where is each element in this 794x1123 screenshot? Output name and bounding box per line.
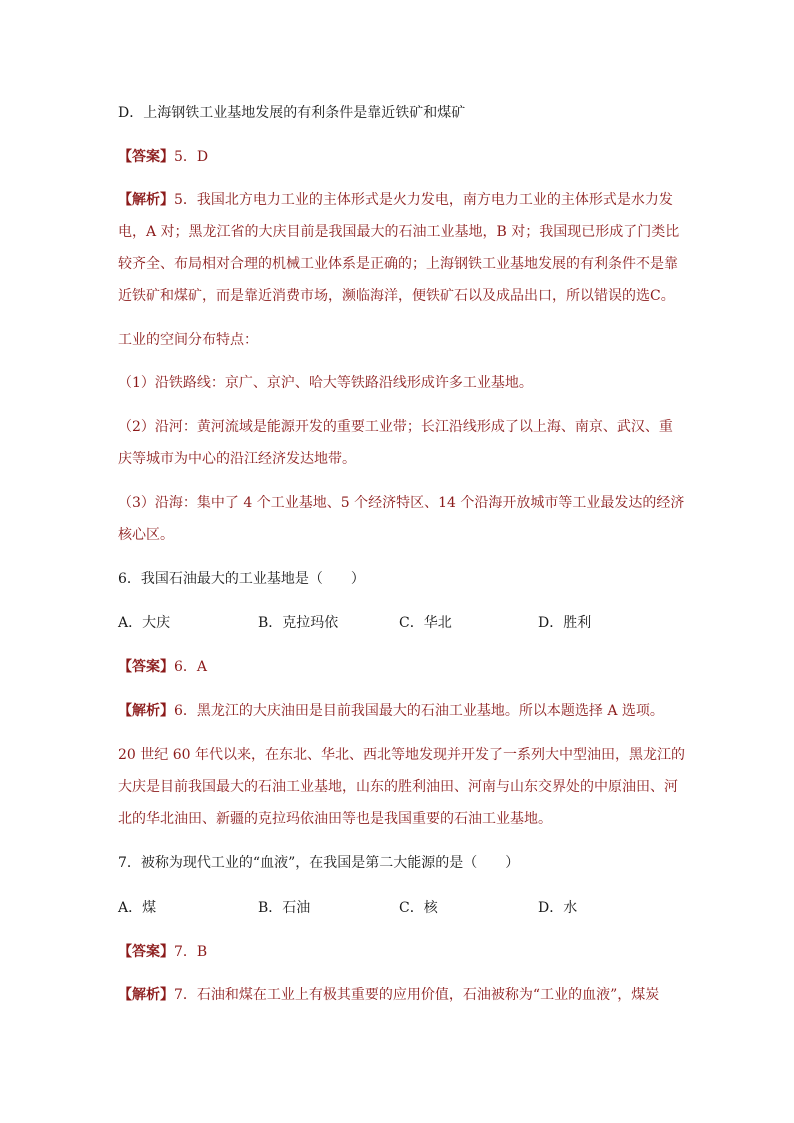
answer-tag: 【答案】 xyxy=(118,149,174,165)
distribution-point-2-line-2: 庆等城市为中心的沿江经济发达地带。 xyxy=(118,451,356,467)
q6-option-c: C．华北 xyxy=(399,615,452,631)
answer-tag: 【答案】 xyxy=(118,944,174,960)
q6-extra-line-3: 北的华北油田、新疆的克拉玛依油田等也是我国重要的石油工业基地。 xyxy=(118,811,552,827)
q5-analysis-line-1: 【解析】5．我国北方电力工业的主体形式是火力发电，南方电力工业的主体形式是水力发 xyxy=(118,192,673,208)
q7-option-d: D．水 xyxy=(538,900,578,916)
q6-stem: 6．我国石油最大的工业基地是（ ） xyxy=(118,571,365,587)
q7-option-c: C．核 xyxy=(399,900,438,916)
q6-extra-line-2: 大庆是目前我国最大的石油工业基地，山东的胜利油田、河南与山东交界处的中原油田、河 xyxy=(118,779,678,795)
q6-answer xyxy=(118,657,678,678)
analysis-tag: 【解析】 xyxy=(118,192,174,208)
analysis-tag: 【解析】 xyxy=(118,703,174,719)
distribution-point-2-line-1: （2）沿河：黄河流域是能源开发的重要工业带；长江沿线形成了以上海、南京、武汉、重 xyxy=(118,419,673,435)
q7-answer xyxy=(118,942,678,963)
q6-option-d: D．胜利 xyxy=(538,615,592,631)
q7-analysis: 【解析】7．石油和煤在工业上有极其重要的应用价值，石油被称为“工业的血液”，煤炭 xyxy=(118,987,660,1003)
q6-analysis: 【解析】6．黑龙江的大庆油田是目前我国最大的石油工业基地。所以本题选择 A 选项。 xyxy=(118,703,664,719)
q5-option-d: D．上海钢铁工业基地发展的有利条件是靠近铁矿和煤矿 xyxy=(118,105,466,121)
q7-option-b: B．石油 xyxy=(258,900,311,916)
answer-value: 5．D xyxy=(174,149,209,165)
answer-value: 7．B xyxy=(174,944,208,960)
answer-tag: 【答案】 xyxy=(118,659,174,675)
answer-value: 6．A xyxy=(174,659,208,675)
q6-option-a: A．大庆 xyxy=(118,615,171,631)
distribution-point-3-line-2: 核心区。 xyxy=(118,527,174,543)
analysis-tag: 【解析】 xyxy=(118,987,174,1003)
q5-answer xyxy=(118,147,678,168)
q5-analysis-line-3: 较齐全、布局相对合理的机械工业体系是正确的；上海钢铁工业基地发展的有利条件不是靠 xyxy=(118,256,678,272)
q6-extra-line-1: 20 世纪 60 年代以来，在东北、华北、西北等地发现并开发了一系列大中型油田，黑龙江的 xyxy=(118,747,685,763)
distribution-point-1: （1）沿铁路线：京广、京沪、哈大等铁路沿线形成许多工业基地。 xyxy=(118,375,533,391)
q6-option-b: B．克拉玛依 xyxy=(258,615,339,631)
distribution-point-3-line-1: （3）沿海：集中了 4 个工业基地、5 个经济特区、14 个沿海开放城市等工业最发达的经济 xyxy=(118,495,685,511)
q7-stem: 7．被称为现代工业的“血液”，在我国是第二大能源的是（ ） xyxy=(118,855,520,871)
q7-option-a: A．煤 xyxy=(118,900,157,916)
distribution-title: 工业的空间分布特点： xyxy=(118,332,258,348)
q5-analysis-line-4: 近铁矿和煤矿，而是靠近消费市场，濒临海洋，便铁矿石以及成品出口，所以错误的选C。 xyxy=(118,288,675,304)
q5-analysis-line-2: 电，A 对；黑龙江省的大庆目前是我国最大的石油工业基地，B 对；我国现已形成了门类比 xyxy=(118,224,680,240)
